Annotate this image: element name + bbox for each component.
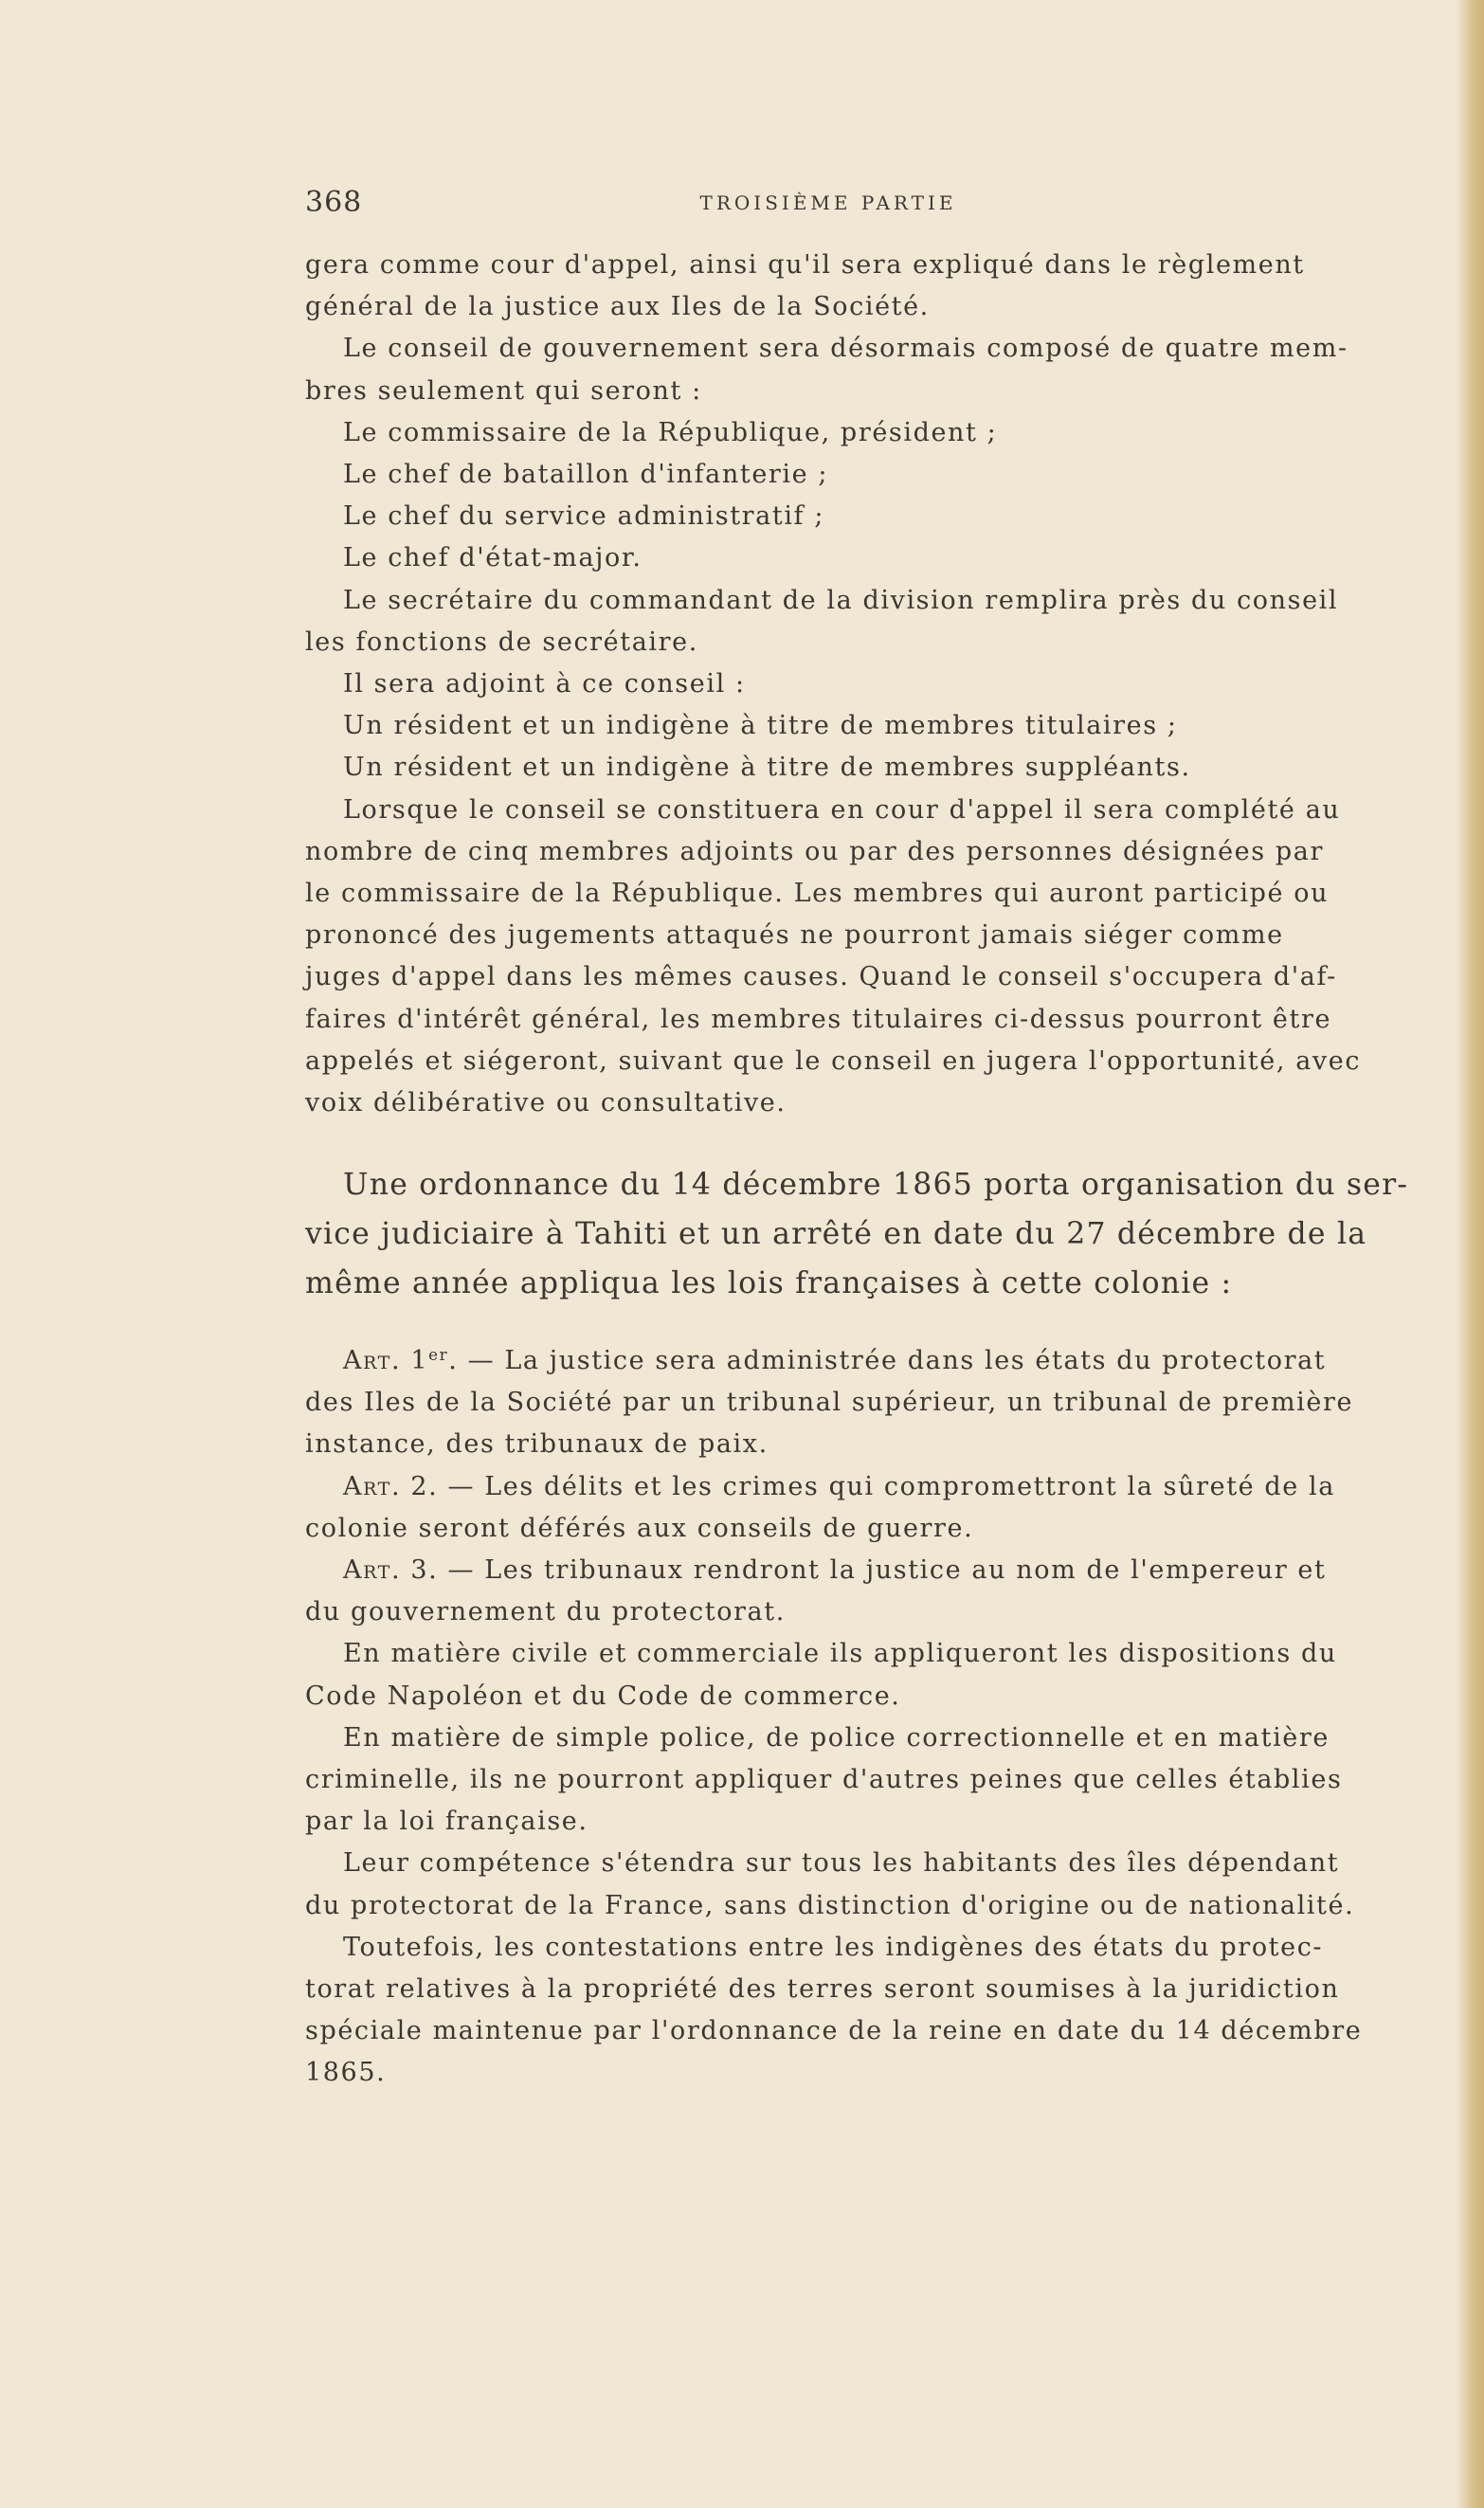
text-line: Le secrétaire du commandant de la division remplira près du conseil bbox=[343, 585, 1339, 615]
text-line: le commissaire de la République. Les membres qui auront participé ou bbox=[305, 879, 1330, 909]
article-label: Art. bbox=[343, 1471, 402, 1501]
article-text: 3. — Les tribunaux rendront la justice au nom de l'empereur et bbox=[401, 1555, 1327, 1586]
text-line: Le chef du service administratif ; bbox=[343, 501, 825, 532]
text-line: gera comme cour d'appel, ainsi qu'il sera expliqué dans le règlement bbox=[305, 250, 1305, 280]
text-line: 1865. bbox=[305, 2058, 387, 2088]
text-line: voix délibérative ou consultative. bbox=[305, 1088, 787, 1118]
article-number: 1 bbox=[401, 1346, 429, 1375]
text-line: du gouvernement du protectorat. bbox=[305, 1597, 786, 1627]
text-line: torat relatives à la propriété des terres seront soumises à la juridiction bbox=[305, 1974, 1340, 2005]
text-line: juges d'appel dans les mêmes causes. Quand le conseil s'occupera d'af- bbox=[305, 962, 1337, 992]
text-line: les fonctions de secrétaire. bbox=[305, 627, 698, 657]
running-title: TROISIÈME PARTIE bbox=[699, 191, 957, 214]
text-line bbox=[305, 1550, 1374, 1591]
section-council-text bbox=[305, 245, 1374, 1124]
page-number: 368 bbox=[305, 186, 363, 219]
text-line: Une ordonnance du 14 décembre 1865 porta organisation du ser- bbox=[343, 1168, 1409, 1202]
text-line: Il sera adjoint à ce conseil : bbox=[343, 669, 746, 700]
article-text: . — La justice sera administrée dans les états du protectorat bbox=[448, 1346, 1327, 1375]
ordinal-superscript: er bbox=[428, 1344, 449, 1364]
text-line: Toutefois, les contestations entre les indigènes des états du protec- bbox=[343, 1932, 1324, 1962]
text-line: Le commissaire de la République, président ; bbox=[343, 417, 998, 447]
article-label: Art. bbox=[343, 1555, 402, 1586]
article-text: 2. — Les délits et les crimes qui compromettront la sûreté de la bbox=[401, 1471, 1335, 1501]
text-line: par la loi française. bbox=[305, 1807, 588, 1837]
text-line: Un résident et un indigène à titre de membres titulaires ; bbox=[343, 711, 1178, 741]
text-line: spéciale maintenue par l'ordonnance de la reine en date du 14 décembre bbox=[305, 2016, 1363, 2046]
text-line: colonie seront déférés aux conseils de guerre. bbox=[305, 1513, 974, 1543]
text-line: Le chef d'état-major. bbox=[343, 543, 642, 573]
text-line: Le conseil de gouvernement sera désormais composé de quatre mem- bbox=[343, 334, 1348, 364]
section-ordinance-intro bbox=[305, 1160, 1409, 1308]
text-line: du protectorat de la France, sans distinction d'origine ou de nationalité. bbox=[305, 1890, 1355, 1920]
text-line: des Iles de la Société par un tribunal supérieur, un tribunal de première bbox=[305, 1388, 1354, 1418]
text-line: appelés et siégeront, suivant que le conseil en jugera l'opportunité, avec bbox=[305, 1045, 1362, 1076]
text-line bbox=[305, 1340, 1374, 1382]
article-label: Art. bbox=[343, 1346, 402, 1375]
text-line: En matière de simple police, de police correctionnelle et en matière bbox=[343, 1722, 1330, 1753]
text-line: faires d'intérêt général, les membres titulaires ci-dessus pourront être bbox=[305, 1004, 1332, 1034]
page-edge bbox=[1457, 0, 1484, 2508]
text-line: même année appliqua les lois françaises à cette colonie : bbox=[305, 1266, 1233, 1300]
text-line: vice judiciaire à Tahiti et un arrêté en date du 27 décembre de la bbox=[305, 1217, 1367, 1251]
text-line: En matière civile et commerciale ils appliqueront les dispositions du bbox=[343, 1639, 1337, 1669]
text-line: instance, des tribunaux de paix. bbox=[305, 1429, 769, 1460]
text-line: nombre de cinq membres adjoints ou par des personnes désignées par bbox=[305, 836, 1324, 866]
text-line: Un résident et un indigène à titre de membres suppléants. bbox=[343, 753, 1191, 783]
text-line: prononcé des jugements attaqués ne pourront jamais siéger comme bbox=[305, 920, 1284, 951]
section-articles bbox=[305, 1340, 1374, 2095]
text-line: général de la justice aux Iles de la Société. bbox=[305, 292, 930, 322]
text-line: Leur compétence s'étendra sur tous les habitants des îles dépendant bbox=[343, 1848, 1340, 1879]
page-header bbox=[305, 186, 1351, 227]
text-line: Lorsque le conseil se constituera en cour d'appel il sera complété au bbox=[343, 794, 1341, 825]
text-line bbox=[305, 1466, 1374, 1508]
text-line: bres seulement qui seront : bbox=[305, 375, 702, 406]
text-line: Le chef de bataillon d'infanterie ; bbox=[343, 460, 829, 490]
text-line: criminelle, ils ne pourront appliquer d'autres peines que celles établies bbox=[305, 1765, 1343, 1795]
text-line: Code Napoléon et du Code de commerce. bbox=[305, 1681, 901, 1711]
